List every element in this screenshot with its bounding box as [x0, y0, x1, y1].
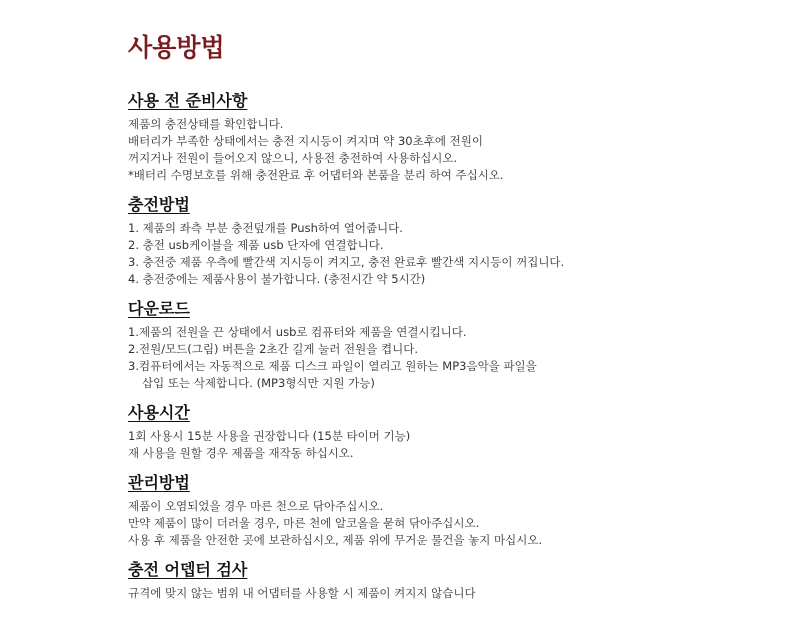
section-heading: 사용시간 — [128, 403, 190, 422]
text-line: 1.제품의 전원을 끈 상태에서 usb로 컴퓨터와 제품을 연결시킵니다. — [128, 325, 467, 339]
manual-content — [128, 32, 788, 612]
section-heading: 충전 어뎁터 검사 — [128, 560, 248, 579]
text-line: 2.전원/모드(그림) 버튼을 2초간 길게 눌러 전원을 켭니다. — [128, 342, 419, 356]
section-charging — [128, 194, 788, 288]
text-line: 2. 충전 usb케이블을 제품 usb 단자에 연결합니다. — [128, 238, 384, 252]
section-body — [128, 428, 788, 462]
section-heading: 관리방법 — [128, 473, 190, 492]
text-line: *배터리 수명보호를 위해 충전완료 후 어댑터와 본품을 분리 하여 주십시오. — [128, 168, 504, 182]
text-line: 제품의 충전상태를 확인합니다. — [128, 117, 284, 131]
section-usage-time — [128, 402, 788, 462]
text-line: 3.컴퓨터에서는 자동적으로 제품 디스크 파일이 열리고 원하는 MP3음악을 파일을 — [128, 359, 537, 373]
section-body — [128, 116, 788, 184]
section-preparation — [128, 90, 788, 184]
section-body — [128, 585, 788, 602]
section-body — [128, 498, 788, 549]
page-title: 사용방법 — [128, 33, 225, 62]
section-heading: 사용 전 준비사항 — [128, 91, 248, 110]
text-line: 규격에 맞지 않는 범위 내 어댑터를 사용할 시 제품이 켜지지 않습니다 — [128, 586, 476, 600]
section-adapter-check — [128, 559, 788, 602]
text-line: 꺼지거나 전원이 들어오지 않으니, 사용전 충전하여 사용하십시오. — [128, 151, 458, 165]
section-heading: 다운로드 — [128, 299, 190, 318]
text-line: 재 사용을 원할 경우 제품을 재작동 하십시오. — [128, 446, 354, 460]
text-line: 삽입 또는 삭제합니다. (MP3형식만 지원 가능) — [142, 376, 375, 390]
text-line: 1회 사용시 15분 사용을 권장합니다 (15분 타이머 기능) — [128, 429, 411, 443]
section-heading: 충전방법 — [128, 195, 190, 214]
text-line: 4. 충전중에는 제품사용이 불가합니다. (충전시간 약 5시간) — [128, 272, 426, 286]
section-body — [128, 324, 788, 392]
section-care — [128, 472, 788, 549]
text-line: 사용 후 제품을 안전한 곳에 보관하십시오, 제품 위에 무거운 물건을 놓지 마십시오. — [128, 533, 543, 547]
text-line: 만약 제품이 많이 더러울 경우, 마른 천에 알코올을 묻혀 닦아주십시오. — [128, 516, 480, 530]
section-download — [128, 298, 788, 392]
section-body — [128, 220, 788, 288]
text-line: 3. 충전중 제품 우측에 빨간색 지시등이 켜지고, 충전 완료후 빨간색 지시등이 꺼집니다. — [128, 255, 565, 269]
text-line: 제품이 오염되었을 경우 마른 천으로 닦아주십시오. — [128, 499, 384, 513]
text-line: 1. 제품의 좌측 부분 충전덮개를 Push하여 열어줍니다. — [128, 221, 403, 235]
text-line: 배터리가 부족한 상태에서는 충전 지시등이 켜지며 약 30초후에 전원이 — [128, 134, 483, 148]
